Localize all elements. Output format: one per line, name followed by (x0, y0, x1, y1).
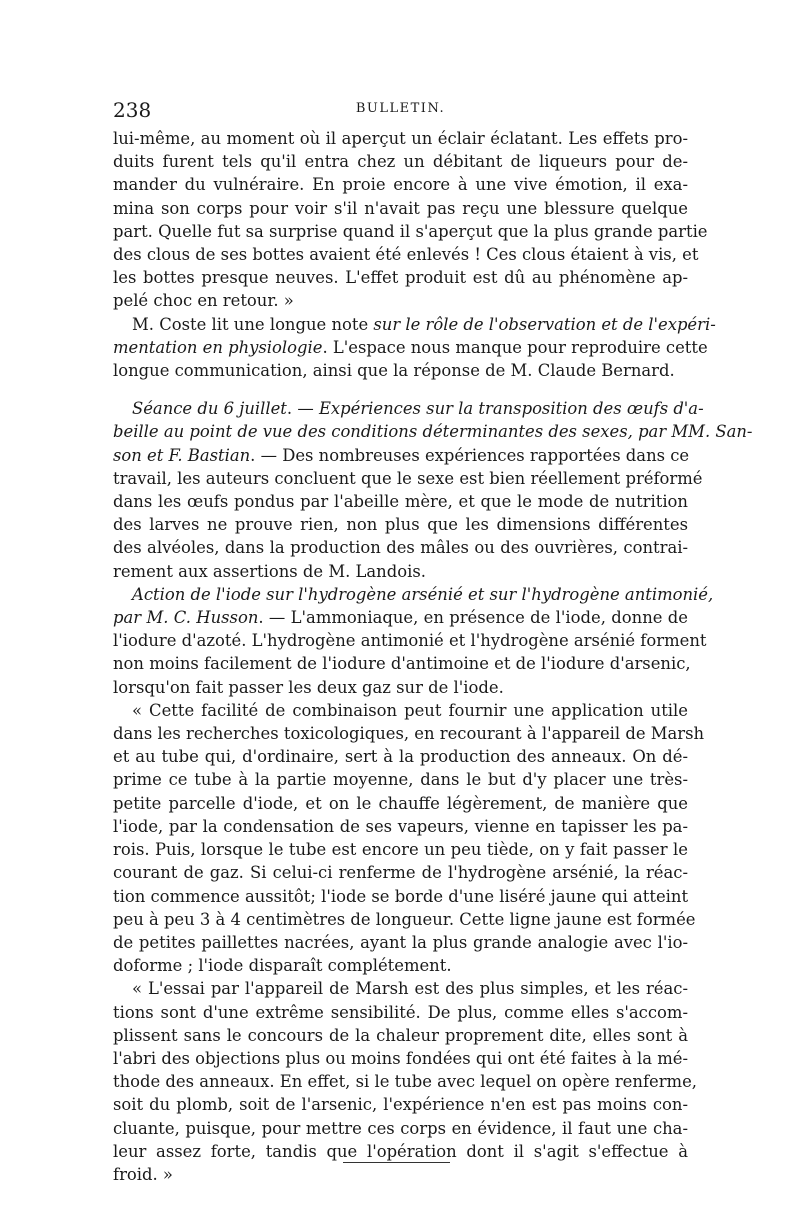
text-line (113, 490, 688, 513)
text-line (113, 1163, 688, 1186)
text-line (113, 313, 716, 336)
text-line (113, 954, 688, 977)
text-line (113, 1117, 688, 1140)
text-line (113, 861, 688, 884)
text-run: l'abri des objections plus ou moins fondées qui ont été faites à la mé- (113, 1048, 688, 1068)
text-line (113, 1140, 688, 1163)
text-line (113, 931, 688, 954)
text-run: duits furent tels qu'il entra chez un débitant de liqueurs pour de- (113, 152, 688, 172)
text-run: l'iodure d'azoté. L'hydrogène antimonié et l'hydrogène arsénié forment (113, 631, 707, 651)
italic-text: mentation en physiologie (113, 337, 323, 357)
text-line (113, 560, 688, 583)
text-run: dans les recherches toxicologiques, en recourant à l'appareil de Marsh (113, 724, 705, 744)
text-run: des clous de ses bottes avaient été enlevés ! Ces clous étaient à vis, et (113, 245, 699, 265)
text-line (113, 629, 707, 652)
italic-text: par M. C. Husson (113, 608, 259, 628)
text-line (113, 1024, 688, 1047)
text-line (113, 792, 688, 815)
text-line (113, 977, 688, 1000)
italic-text: beille au point de vue des conditions déterminantes des sexes, par MM. San- (113, 422, 753, 442)
text-line (113, 1047, 688, 1070)
text-line (113, 536, 688, 559)
text-line (113, 359, 688, 382)
text-line (113, 289, 688, 312)
text-run: non moins facilement de l'iodure d'antimoine et de l'iodure d'arsenic, (113, 654, 691, 674)
text-run: M. Coste lit une longue note (132, 314, 374, 334)
italic-text: son et F. Bastian (113, 445, 251, 465)
text-run: mina son corps pour voir s'il n'avait pas reçu une blessure quelque (113, 198, 688, 218)
text-line (113, 606, 688, 629)
text-run: travail, les auteurs concluent que le sexe est bien réellement préformé (113, 468, 703, 488)
text-run: plissent sans le concours de la chaleur proprement dite, elles sont à (113, 1025, 688, 1045)
italic-text: Action de l'iode sur l'hydrogène arsénié et sur l'hydrogène antimonié, (132, 584, 714, 604)
text-run: rois. Puis, lorsque le tube est encore un peu tiède, on y fait passer le (113, 840, 688, 860)
text-run: « Cette facilité de combinaison peut fournir une application utile (132, 700, 688, 720)
page-number: 238 (113, 98, 152, 122)
text-line (113, 885, 688, 908)
text-run: froid. » (113, 1164, 173, 1184)
text-line (113, 745, 688, 768)
text-run: . L'espace nous manque pour reproduire cette (322, 337, 708, 357)
text-line (113, 676, 688, 699)
text-run: doforme ; l'iode disparaît complétement. (113, 956, 452, 976)
text-line (113, 336, 708, 359)
text-run: rement aux assertions de M. Landois. (113, 561, 426, 581)
text-run: pelé choc en retour. » (113, 291, 294, 311)
text-line (113, 197, 688, 220)
text-run: lorsqu'on fait passer les deux gaz sur de l'iode. (113, 677, 504, 697)
text-line (113, 420, 753, 443)
text-line (113, 127, 688, 150)
italic-text: sur le rôle de l'observation et de l'expéri- (373, 314, 716, 334)
text-run: cluante, puisque, pour mettre ces corps en évidence, il faut une cha- (113, 1118, 688, 1138)
text-run: de petites paillettes nacrées, ayant la plus grande analogie avec l'io- (113, 932, 688, 952)
text-line (113, 1001, 688, 1024)
text-line (113, 768, 688, 791)
text-run: part. Quelle fut sa surprise quand il s'aperçut que la plus grande partie (113, 221, 708, 241)
text-run: lui-même, au moment où il aperçut un éclair éclatant. Les effets pro- (113, 129, 688, 148)
text-run: peu à peu 3 à 4 centimètres de longueur. Cette ligne jaune est formée (113, 909, 696, 929)
text-line (113, 1093, 688, 1116)
text-line (113, 243, 699, 266)
text-run: et au tube qui, d'ordinaire, sert à la production des anneaux. On dé- (113, 747, 688, 767)
text-run: tions sont d'une extrême sensibilité. De plus, comme elles s'accom- (113, 1002, 688, 1022)
page-header (113, 98, 688, 122)
italic-text: Expériences sur la transposition des œufs d'a- (318, 399, 704, 419)
text-line (113, 1070, 697, 1093)
text-run: thode des anneaux. En effet, si le tube avec lequel on opère renferme, (113, 1072, 697, 1092)
text-run: prime ce tube à la partie moyenne, dans le but d'y placer une très- (113, 770, 688, 790)
text-line (113, 220, 708, 243)
text-run: longue communication, ainsi que la réponse de M. Claude Bernard. (113, 361, 675, 381)
text-line (113, 467, 703, 490)
italic-text: Séance du 6 juillet (132, 399, 287, 419)
text-run: petite parcelle d'iode, et on le chauffe légèrement, de manière que (113, 793, 688, 813)
text-line (113, 583, 714, 606)
text-run: « L'essai par l'appareil de Marsh est des plus simples, et les réac- (132, 979, 688, 999)
text-line (113, 266, 688, 289)
text-run: des alvéoles, dans la production des mâles ou des ouvrières, contrai- (113, 538, 688, 558)
text-line (113, 513, 688, 536)
end-rule (343, 1162, 450, 1163)
text-line (113, 699, 688, 722)
paragraph-gap (113, 382, 688, 397)
text-run: des larves ne prouve rien, non plus que les dimensions différentes (113, 515, 688, 535)
text-run: . — (286, 399, 319, 419)
text-run: . — Des nombreuses expériences rapportées dans ce (250, 445, 690, 465)
text-run: les bottes presque neuves. L'effet produit est dû au phénomène ap- (113, 268, 688, 288)
text-line (113, 722, 705, 745)
text-run: tion commence aussitôt; l'iode se borde d'une liséré jaune qui atteint (113, 886, 689, 906)
text-run: leur assez forte, tandis que l'opération dont il s'agit s'effectue à (113, 1141, 688, 1161)
text-run: . — L'ammoniaque, en présence de l'iode, donne de (258, 608, 688, 628)
text-line (113, 908, 696, 931)
text-run: dans les œufs pondus par l'abeille mère, et que le mode de nutrition (113, 492, 688, 512)
text-run: soit du plomb, soit de l'arsenic, l'expérience n'en est pas moins con- (113, 1095, 688, 1115)
text-run: mander du vulnéraire. En proie encore à une vive émotion, il exa- (113, 175, 688, 195)
text-line (113, 397, 704, 420)
text-run: courant de gaz. Si celui-ci renferme de l'hydrogène arsénié, la réac- (113, 863, 688, 883)
body-text (113, 127, 753, 1186)
text-line (113, 838, 688, 861)
text-line (113, 444, 688, 467)
text-line (113, 173, 688, 196)
text-line (113, 815, 688, 838)
running-title: BULLETIN. (355, 101, 446, 116)
text-line (113, 652, 691, 675)
text-run: l'iode, par la condensation de ses vapeurs, vienne en tapisser les pa- (113, 816, 688, 836)
text-line (113, 150, 688, 173)
